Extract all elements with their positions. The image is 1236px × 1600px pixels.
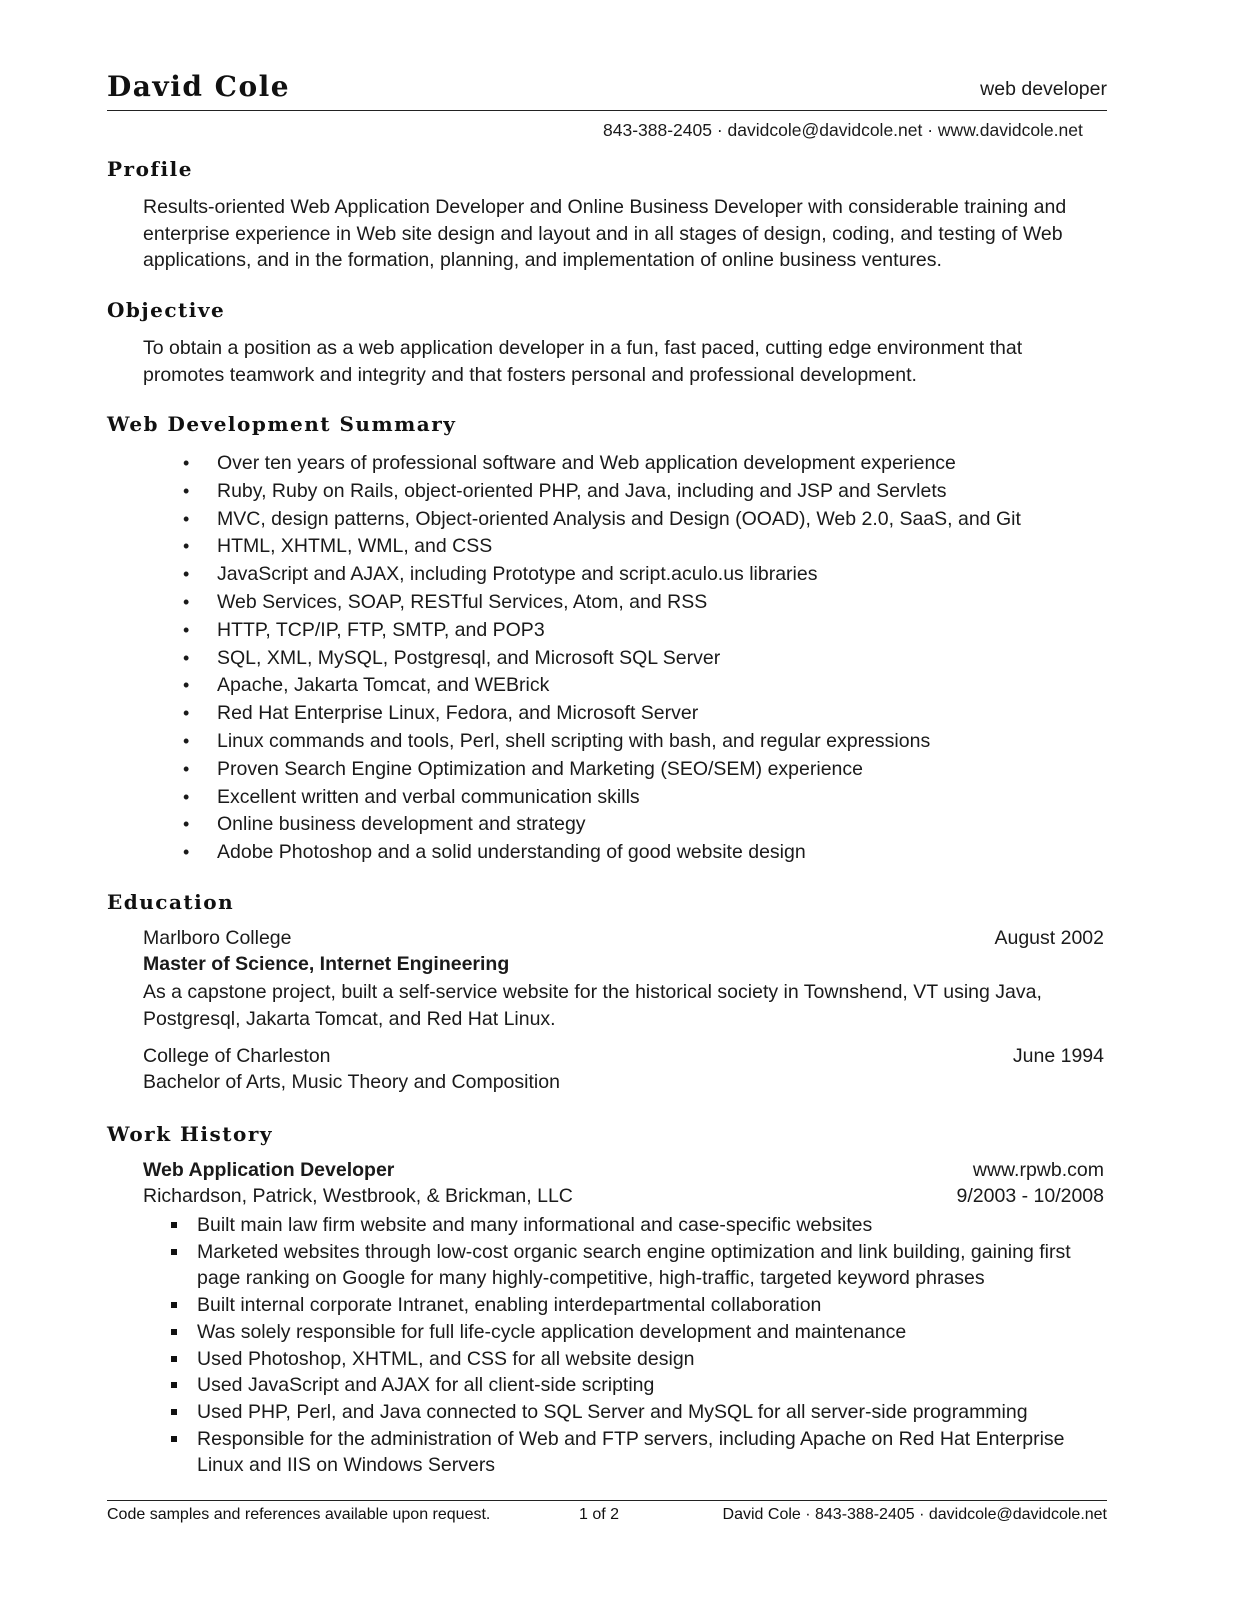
company-website: www.rpwb.com xyxy=(972,1159,1104,1181)
list-item: • Web Services, SOAP, RESTful Services, Atom, and RSS xyxy=(143,589,1021,617)
school-name: College of Charleston xyxy=(143,1045,331,1067)
list-item: • Proven Search Engine Optimization and Marketing (SEO/SEM) experience xyxy=(143,756,1021,784)
list-item: Used Photoshop, XHTML, and CSS for all website design xyxy=(143,1346,1113,1373)
education-entry-header xyxy=(143,927,1104,954)
degree xyxy=(143,1071,1104,1098)
list-item: • HTTP, TCP/IP, FTP, SMTP, and POP3 xyxy=(143,617,1021,645)
job-header xyxy=(143,1159,1104,1186)
page-footer xyxy=(107,1500,1107,1531)
list-item: • Ruby, Ruby on Rails, object-oriented PHP, and Java, including and JSP and Servlets xyxy=(143,478,1021,506)
objective-text: To obtain a position as a web application developer in a fun, fast paced, cutting edge environment that promotes teamwork and integrity and that fosters personal and professional development. xyxy=(143,337,1023,386)
page-number: 1 of 2 xyxy=(579,1506,620,1523)
list-item: • JavaScript and AJAX, including Prototype and script.aculo.us libraries xyxy=(143,561,1021,589)
list-item: • MVC, design patterns, Object-oriented Analysis and Design (OOAD), Web 2.0, SaaS, and Git xyxy=(143,506,1021,534)
section-title-education: Education xyxy=(107,890,235,914)
list-item: Built main law firm website and many informational and case-specific websites xyxy=(143,1212,1113,1239)
profile-text: Results-oriented Web Application Developer and Online Business Developer with considerable training and enterprise experience in Web site design and layout and in all stages of design, coding, and testing of Web applications, and in the formation, planning, and implementation of online business ventures. xyxy=(143,196,1067,272)
list-item: • HTML, XHTML, WML, and CSS xyxy=(143,533,1021,561)
list-item: Used JavaScript and AJAX for all client-side scripting xyxy=(143,1372,1113,1399)
job-subheader xyxy=(143,1185,1104,1212)
list-item: Built internal corporate Intranet, enabling interdepartmental collaboration xyxy=(143,1292,1113,1319)
list-item: • Apache, Jakarta Tomcat, and WEBrick xyxy=(143,672,1021,700)
section-title-objective: Objective xyxy=(107,298,226,322)
list-item: Was solely responsible for full life-cycle application development and maintenance xyxy=(143,1319,1113,1346)
footer-note: Code samples and references available upon request. xyxy=(107,1506,491,1523)
list-item: Used PHP, Perl, and Java connected to SQL Server and MySQL for all server-side programming xyxy=(143,1399,1113,1426)
candidate-name: David Cole xyxy=(107,70,291,103)
job-duties-list xyxy=(143,1212,1113,1479)
degree-text: Bachelor of Arts, Music Theory and Composition xyxy=(143,1071,560,1093)
list-item: • Red Hat Enterprise Linux, Fedora, and Microsoft Server xyxy=(143,700,1021,728)
degree-text: Master of Science, Internet Engineering xyxy=(143,953,510,975)
section-title-work: Work History xyxy=(107,1122,274,1146)
section-title-profile: Profile xyxy=(107,157,193,181)
contact-line: 843-388-2405 · davidcole@davidcole.net · www.davidcole.net xyxy=(603,120,1083,140)
list-item: • Over ten years of professional software and Web application development experience xyxy=(143,450,1021,478)
job-title: Web Application Developer xyxy=(143,1159,395,1181)
list-item: • SQL, XML, MySQL, Postgresql, and Microsoft SQL Server xyxy=(143,645,1021,673)
education-description: As a capstone project, built a self-service website for the historical society in Townshend, VT using Java, Postgresql, Jakarta Tomcat, and Red Hat Linux. xyxy=(143,981,1042,1030)
list-item: • Online business development and strategy xyxy=(143,811,1021,839)
list-item: • Excellent written and verbal communication skills xyxy=(143,784,1021,812)
graduation-date: August 2002 xyxy=(994,927,1104,949)
summary-list xyxy=(143,450,1021,867)
education-entry-header xyxy=(143,1045,1104,1072)
graduation-date: June 1994 xyxy=(1012,1045,1104,1067)
degree xyxy=(143,953,1104,980)
list-item: • Adobe Photoshop and a solid understanding of good website design xyxy=(143,839,1021,867)
list-item: Responsible for the administration of Web and FTP servers, including Apache on Red Hat Enterprise Linux and IIS on Windows Servers xyxy=(143,1426,1113,1479)
resume-header xyxy=(107,70,1107,111)
list-item: Marketed websites through low-cost organic search engine optimization and link building, gaining first page ranking on Google for many highly-competitive, high-traffic, targeted keyword phrases xyxy=(143,1239,1113,1292)
job-dates: 9/2003 - 10/2008 xyxy=(956,1185,1104,1207)
candidate-role: web developer xyxy=(980,78,1107,100)
school-name: Marlboro College xyxy=(143,927,292,949)
section-title-summary: Web Development Summary xyxy=(107,412,457,436)
footer-contact: David Cole · 843-388-2405 · davidcole@davidcole.net xyxy=(722,1506,1107,1523)
company-name: Richardson, Patrick, Westbrook, & Brickman, LLC xyxy=(143,1185,573,1207)
list-item: • Linux commands and tools, Perl, shell scripting with bash, and regular expressions xyxy=(143,728,1021,756)
